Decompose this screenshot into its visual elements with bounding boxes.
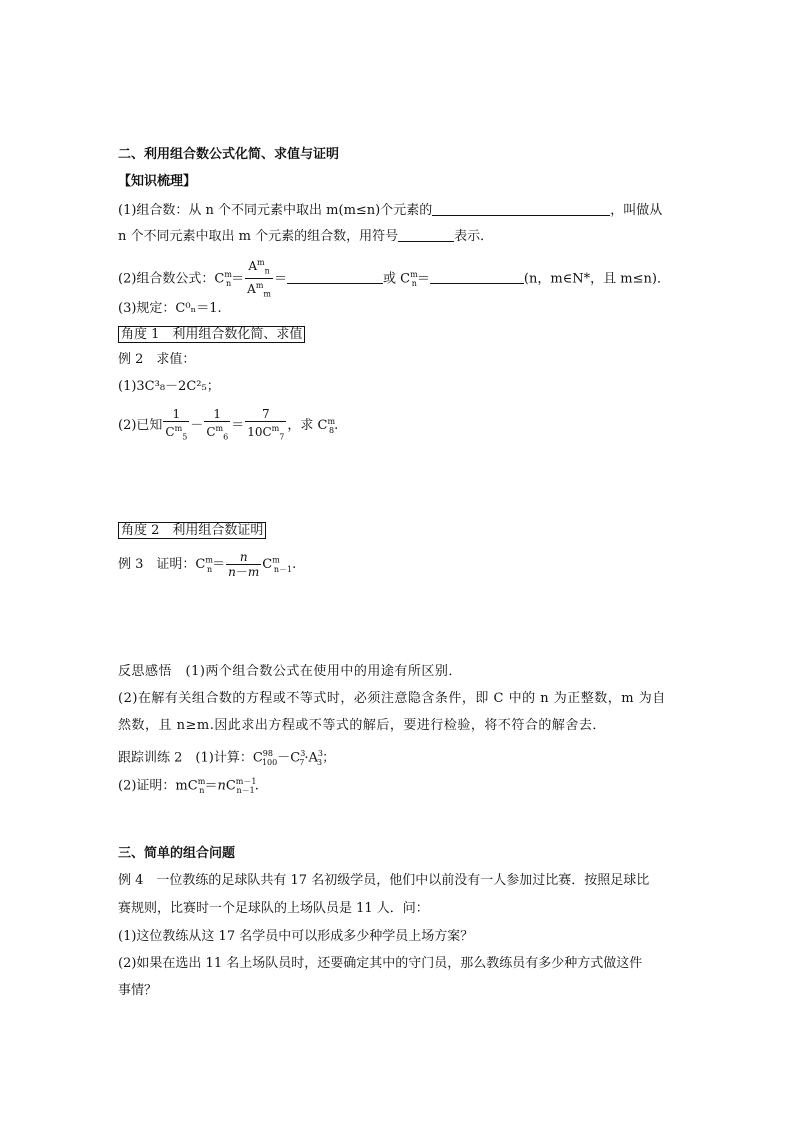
- item1-line-a: [118, 201, 662, 220]
- item3-line: (3)规定：C⁰ₙ＝1.: [118, 301, 222, 316]
- example2-q1: (1)3C³₈－2C²₅；: [118, 379, 220, 394]
- example4-q1: (1)这位教练从这 17 名学员中可以形成多少种学员上场方案？: [118, 929, 474, 944]
- ex2-q2-prefix: (2)已知: [118, 418, 163, 434]
- answer-blank: [432, 201, 610, 216]
- answer-blank: [430, 269, 524, 284]
- example4-q2-line-1: (2)如果在选出 11 名上场队员时，还要确定其中的守门员，那么教练员有多少种方式做这件: [118, 956, 643, 971]
- item2-mid: 或 C: [383, 271, 411, 287]
- ex2-q2-tail: ，求 C: [287, 418, 328, 434]
- item1-text-b-tail: 表示．: [454, 229, 494, 244]
- training-line-1: 跟踪训练 2 (1)计算：$C^{98}_{100}-C^3_7\cdot A^3_3$；: [118, 749, 336, 767]
- training-line-2: (2)证明：$mC^m_n=nC^{m-1}_{n-1}$.: [118, 777, 259, 795]
- fraction-2: $\frac{1}{C^m_6}$: [206, 407, 229, 442]
- example2-title: 例 2 求值：: [118, 352, 196, 367]
- ex3-tail: C: [262, 557, 273, 572]
- example4-line-1: 例 4 一位教练的足球队共有 17 名初级学员，他们中以前没有一人参加过比赛．按照足球比: [118, 873, 650, 888]
- ex3-fraction: $\frac{n}{n-m}$: [228, 550, 260, 579]
- angle1-box: 角度 1 利用组合数化简、求值: [118, 326, 305, 343]
- reflection-line-3: 然数，且 n≥m.因此求出方程或不等式的解后，要进行检验，将不符合的解舍去．: [118, 718, 606, 733]
- answer-blank: [287, 269, 383, 284]
- item1-text-a: (1)组合数：从 n 个不同元素中取出 m(m≤n)个元素的: [118, 203, 433, 218]
- ex3-prefix: 例 3 证明：C: [118, 557, 206, 572]
- train-1-prefix: 跟踪训练 2 (1)计算：C: [118, 750, 263, 766]
- item2-tail: (n，m∈N*，且 m≤n)．: [523, 271, 670, 287]
- example4-line-2: 赛规则，比赛时一个足球队的上场队员是 11 人．问：: [118, 901, 429, 916]
- item1-line-b: [118, 227, 493, 246]
- item1-text-b: n 个不同元素中取出 m 个元素的组合数，用符号: [118, 229, 399, 244]
- angle2-heading: [118, 522, 266, 540]
- angle1-heading: [118, 326, 305, 344]
- fraction-1: $\frac{1}{C^m_5}$: [165, 407, 188, 442]
- answer-blank: [398, 227, 454, 242]
- fraction-3: $\frac{7}{10C^m_7}$: [247, 407, 285, 442]
- section2-title: 二、利用组合数公式化简、求值与证明: [118, 147, 340, 162]
- angle2-box: 角度 2 利用组合数证明: [118, 522, 266, 539]
- knowledge-header: 【知识梳理】: [118, 174, 197, 189]
- reflection-line-1: 反思感悟 (1)两个组合数公式在使用中的用途有所区别．: [118, 664, 462, 679]
- item2-formula-line: (2)组合数公式：$C^m_n=$ $\frac{A^m_n}{A^m_m}$ ＝ 或 $C^m_n= (n$，m∈N*，且 m≤n)．: [118, 256, 670, 302]
- example3-line: 例 3 证明：$C^m_n=$ $\frac{n}{n-m}$ $C^m_{n-1}$.: [118, 550, 297, 579]
- train-2-prefix: (2)证明：mC: [118, 778, 198, 794]
- item2-prefix: (2)组合数公式：C: [118, 271, 225, 287]
- perm-fraction: $\frac{A^m_n}{A^m_m}$: [247, 258, 271, 299]
- section3-title: 三、简单的组合问题: [118, 846, 236, 861]
- reflection-line-2: (2)在解有关组合数的方程或不等式时，必须注意隐含条件，即 C 中的 n 为正整数，m 为自: [118, 691, 666, 706]
- example2-q2: (2)已知 $\frac{1}{C^m_5}$ － $\frac{1}{C^m_6}$ ＝ $\frac{7}{10C^m_7}$ ，求 $C^m_8$.: [118, 407, 338, 444]
- item1-text-a-tail: ，叫做从: [610, 203, 663, 218]
- example4-q2-line-2: 事情？: [118, 983, 158, 998]
